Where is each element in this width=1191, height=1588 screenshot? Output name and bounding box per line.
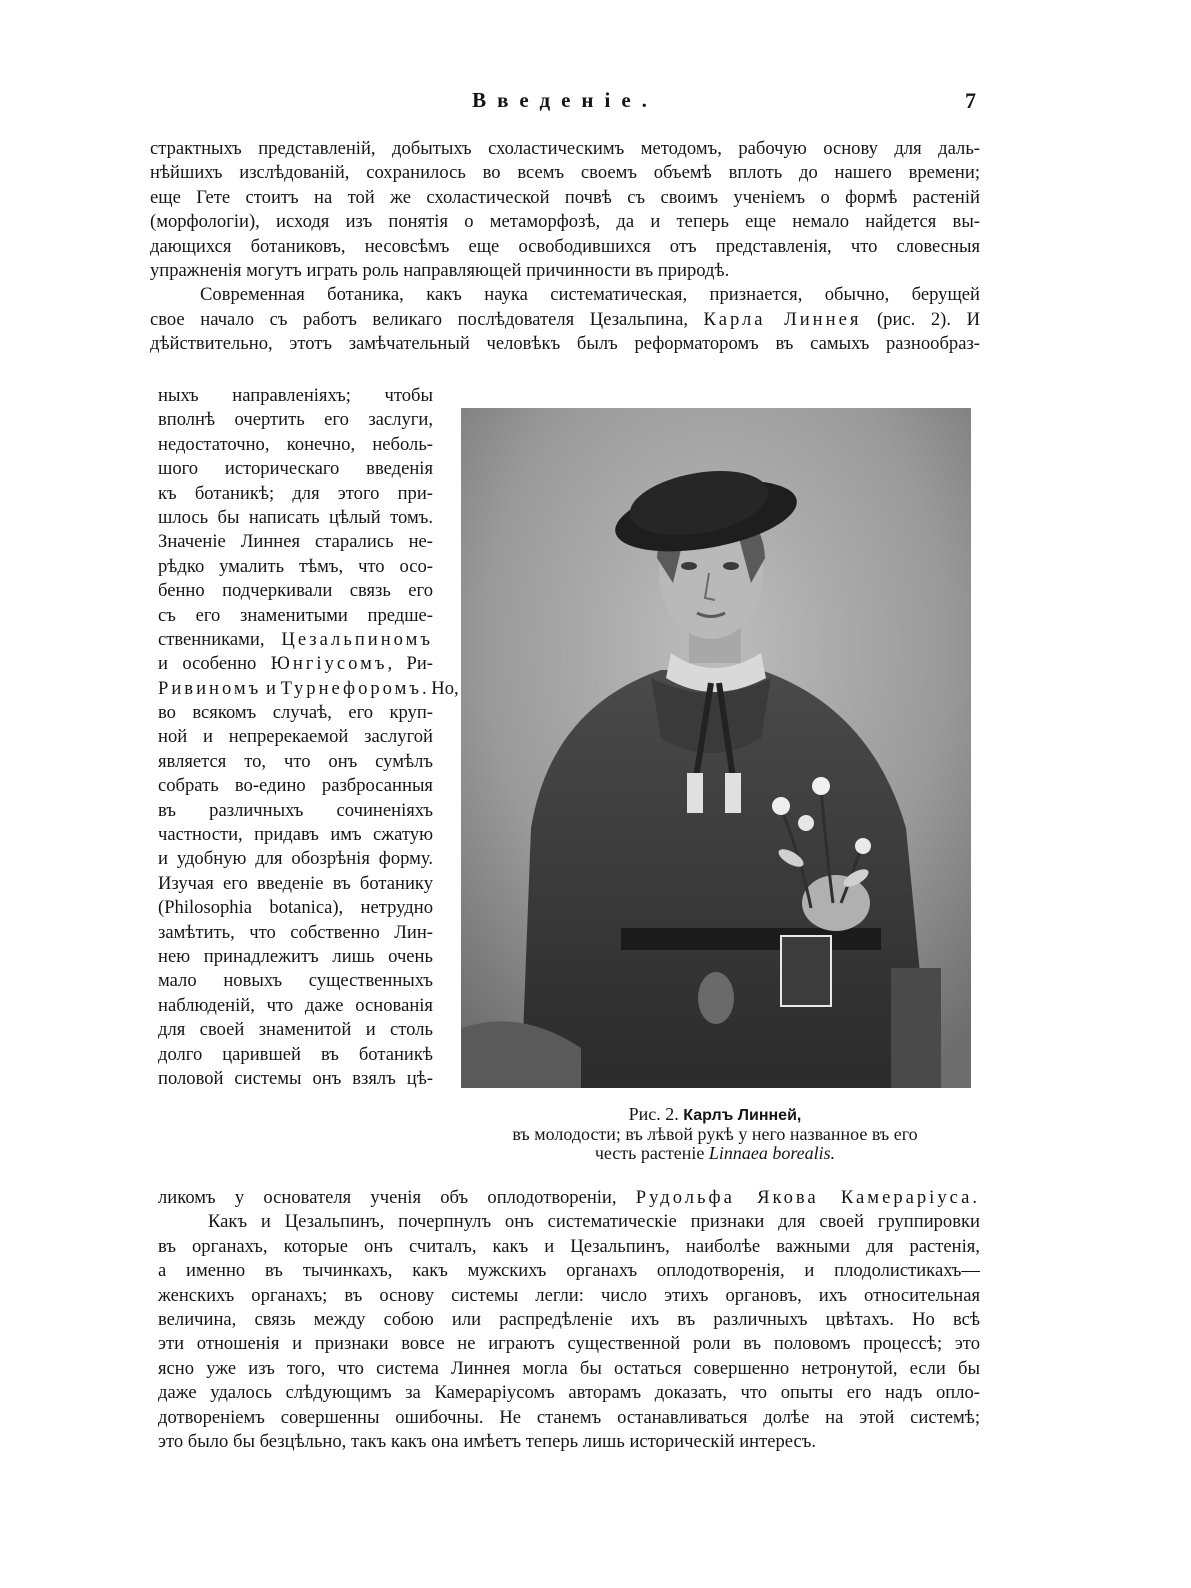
running-title: Введеніе.	[472, 88, 658, 112]
text-line: даже удалось слѣдующимъ за Камераріусомъ авторамъ доказать, что опыты его надъ опло-	[158, 1382, 980, 1404]
text-line: собрать во-едино разбросанныя	[158, 775, 433, 797]
text-line: нею принадлежитъ лишь очень	[158, 945, 433, 967]
text-line: Современная ботаника, какъ наука систематическая, признается, обычно, берущей	[200, 284, 980, 306]
text-line: замѣтить, что собственно Лин-	[158, 921, 433, 943]
text-line: наблюденій, что даже основанія	[158, 994, 433, 1016]
text-fragment: , Ри-	[387, 653, 433, 675]
text-line: рѣдко умалить тѣмъ, что осо-	[158, 555, 433, 577]
caption-line: въ молодости; въ лѣвой рукѣ у него названное въ его	[512, 1124, 918, 1144]
text-line: (Philosophia botanica), нетрудно	[158, 897, 433, 919]
text-line: это было бы безцѣльно, такъ какъ она имѣетъ теперь лишь историческій интересъ.	[158, 1430, 817, 1452]
text-line	[158, 677, 459, 701]
page-number: 7	[965, 88, 976, 113]
portrait-illustration	[461, 408, 971, 1088]
text-line: недостаточно, конечно, неболь-	[158, 433, 433, 455]
text-line: съ его знаменитыми предше-	[158, 604, 433, 626]
text-line: Какъ и Цезальпинъ, почерпнулъ онъ систематическіе признаки для своей группировки	[208, 1211, 980, 1233]
text-line: женскихъ органахъ; въ основу системы легли: число этихъ органовъ, ихъ относительная	[158, 1284, 980, 1306]
text-fragment: и особенно	[158, 653, 257, 675]
name-linnaeus: Карла Линнея	[703, 308, 862, 330]
text-line: ныхъ направленіяхъ; чтобы	[158, 385, 433, 406]
name-tournefort: Турнефоромъ	[280, 677, 422, 699]
text-line	[158, 652, 433, 676]
bottom-text	[158, 1186, 980, 1454]
text-fragment: ственниками,	[158, 628, 265, 650]
text-fragment: свое начало съ работъ великаго послѣдователя Цезальпина,	[150, 308, 688, 330]
text-line: ной и непререкаемой заслугой	[158, 726, 433, 748]
text-fragment: и	[265, 677, 276, 699]
text-fragment: ликомъ у основателя ученія объ оплодотвореніи,	[158, 1187, 617, 1208]
text-line	[158, 1186, 980, 1210]
text-line: шого историческаго введенія	[158, 458, 433, 480]
text-line: во всякомъ случаѣ, его круп-	[158, 702, 433, 724]
text-line: половой системы онъ взялъ цѣ-	[158, 1067, 433, 1089]
caption-line	[450, 1144, 980, 1163]
portrait-figure	[461, 408, 971, 1088]
text-line: для своей знаменитой и столь	[158, 1019, 433, 1041]
text-line: дотвореніемъ совершенны ошибочны. Не станемъ останавливаться долѣе на этой системѣ;	[158, 1406, 980, 1428]
text-line: долго царившей въ ботаникѣ	[158, 1043, 433, 1065]
text-line: мало новыхъ существенныхъ	[158, 970, 433, 992]
text-line: (морфологіи), исходя изъ понятія о метаморфозѣ, да и теперь еще немало найдется вы-	[150, 211, 980, 233]
name-jungius: Юнгіусомъ	[270, 653, 388, 675]
text-line: шлось бы написать цѣлый томъ.	[158, 506, 433, 528]
caption-text: честь растеніе	[594, 1143, 705, 1163]
text-line: частности, придавъ имъ сжатую	[158, 824, 433, 846]
caption-latin-name: Linnaea borealis.	[708, 1143, 836, 1163]
caption-line	[450, 1105, 980, 1125]
name-rivinus: Ривиномъ	[158, 677, 262, 699]
text-line	[150, 308, 980, 332]
page-header	[150, 88, 980, 118]
text-line: величина, связь между собою или распредѣленіе ихъ въ различныхъ цвѣтахъ. Но всѣ	[158, 1308, 980, 1330]
text-line: въ органахъ, которые онъ считалъ, какъ и Цезальпинъ, наиболѣе важными для растенія,	[158, 1235, 980, 1257]
left-column-text	[158, 384, 459, 1091]
text-line: эти отношенія и признаки вовсе не играютъ существенной роли въ половомъ процессѣ; это	[158, 1333, 980, 1355]
text-line: бенно подчеркивали связь его	[158, 580, 433, 602]
name-cesalpinus: Цезальпиномъ	[281, 628, 433, 650]
text-line	[158, 628, 433, 652]
text-fragment: (рис. 2). И	[876, 308, 980, 330]
text-line: дѣйствительно, этотъ замѣчательный человѣкъ былъ реформаторомъ въ самыхъ разнообраз-	[150, 333, 980, 355]
text-line: нѣйшихъ изслѣдованій, сохранилось во всемъ своемъ объемѣ вплоть до нашего времени;	[150, 162, 980, 184]
text-line: ясно уже изъ того, что система Линнея могла бы остаться совершенно нетронутой, если бы	[158, 1357, 980, 1379]
text-line: еще Гете стоитъ на той же схоластической почвѣ съ своимъ ученіемъ о формѣ растеній	[150, 186, 980, 208]
text-line: въ различныхъ сочиненіяхъ	[158, 799, 433, 821]
text-line: упражненія могутъ играть роль направляющей причинности въ природѣ.	[150, 259, 730, 281]
text-line: дающихся ботаниковъ, несовсѣмъ еще освободившихся отъ представленія, что словесныя	[150, 235, 980, 257]
text-line: и удобную для обозрѣнія форму.	[158, 848, 433, 870]
text-line: Значеніе Линнея старались не-	[158, 531, 433, 553]
text-line: къ ботаникѣ; для этого при-	[158, 482, 433, 504]
top-text	[150, 137, 980, 357]
text-line: является то, что онъ сумѣлъ	[158, 750, 433, 772]
text-line: а именно въ тычинкахъ, какъ мужскихъ органахъ оплодотворенія, и плодолистикахъ—	[158, 1260, 980, 1282]
text-line: Изучая его введеніе въ ботанику	[158, 872, 433, 894]
name-camerarius: Рудольфа Якова Камераріуса.	[635, 1187, 981, 1208]
text-line: страктныхъ представленій, добытыхъ схоластическимъ методомъ, рабочую основу для даль-	[150, 138, 980, 159]
figure-caption	[450, 1105, 980, 1163]
text-line: вполнѣ очертить его заслуги,	[158, 409, 433, 431]
text-fragment: . Но,	[421, 677, 459, 699]
caption-name: Карлъ Линней,	[683, 1107, 802, 1124]
caption-prefix: Рис. 2.	[628, 1104, 679, 1124]
